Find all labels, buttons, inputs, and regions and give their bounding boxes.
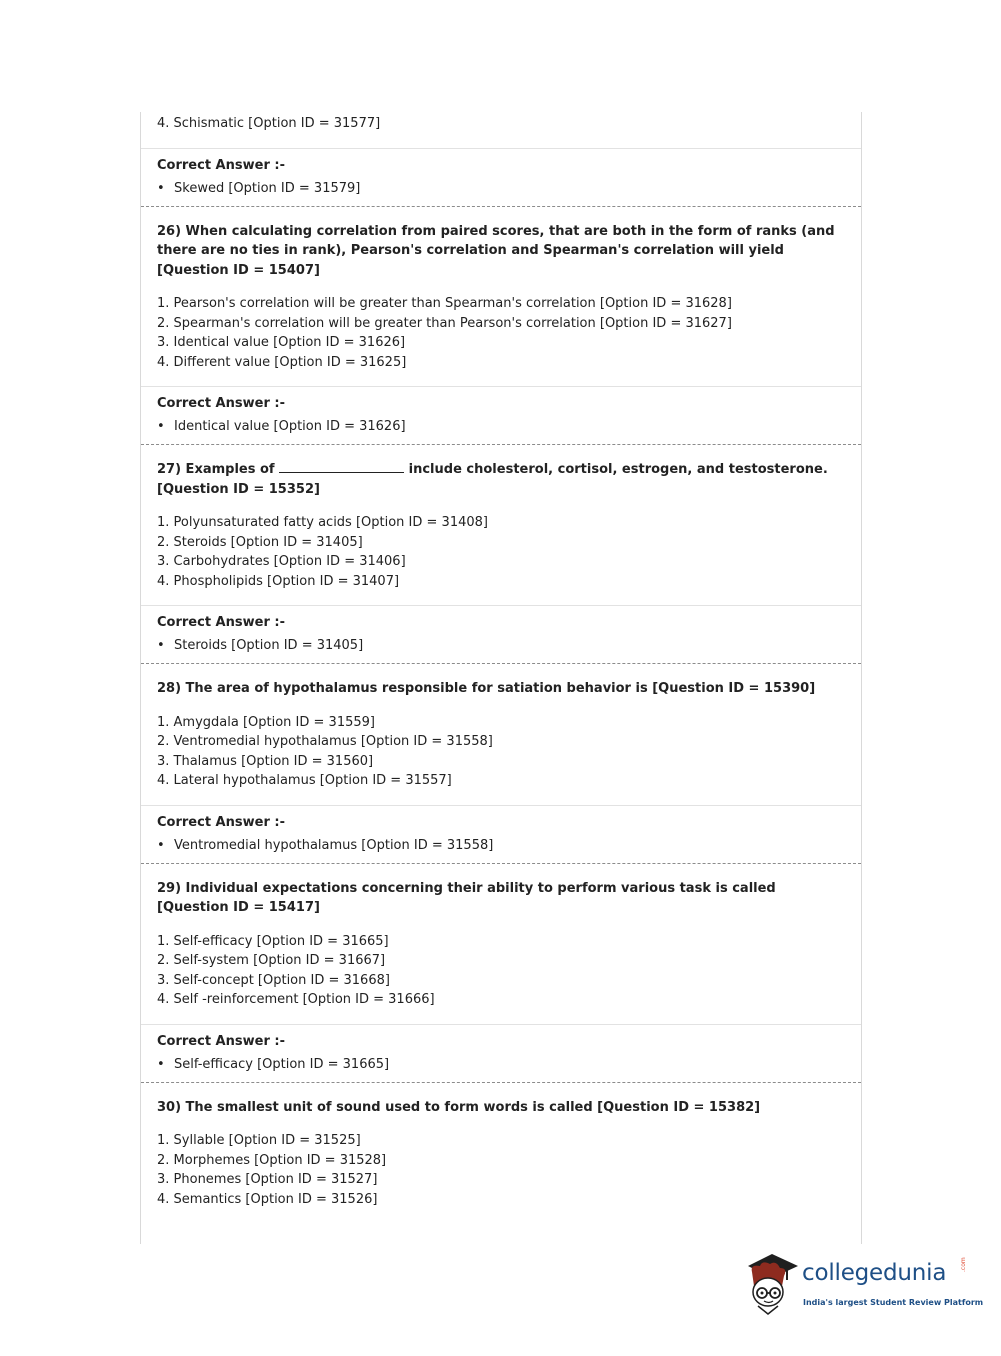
correct-answer-text: Ventromedial hypothalamus [Option ID = 31558] (174, 837, 494, 853)
correct-answer-section (141, 1025, 861, 1074)
option-line: 3. Carbohydrates [Option ID = 31406] (157, 554, 406, 569)
correct-answer-label: Correct Answer :- (157, 814, 285, 830)
option-line: 4. Lateral hypothalamus [Option ID = 31557] (157, 773, 452, 788)
exam-document (140, 112, 862, 1244)
question-29 (141, 864, 861, 1010)
bullet-icon: • (157, 638, 165, 653)
prev-question-options (141, 112, 861, 134)
correct-answer-label: Correct Answer :- (157, 157, 285, 173)
logo-domain-suffix: .com (960, 1257, 967, 1272)
option-line: 4. Semantics [Option ID = 31526] (157, 1191, 378, 1207)
correct-answer-section (141, 149, 861, 198)
bullet-icon: • (157, 837, 165, 853)
option-line: 4. Schismatic [Option ID = 31577] (157, 116, 381, 131)
question-26 (141, 207, 861, 373)
option-line: 4. Phospholipids [Option ID = 31407] (157, 573, 400, 589)
correct-answer-text: Self-efficacy [Option ID = 31665] (174, 1056, 390, 1072)
option-line: 3. Identical value [Option ID = 31626] (157, 335, 406, 350)
bullet-icon: • (157, 180, 165, 196)
question-text: 26) When calculating correlation from paired scores, that are both in the form of ranks (and there are no ties in rank), Pearson's correlation and Spearman's correlation will yield [Question ID = 15407] (157, 223, 835, 278)
question-text: 30) The smallest unit of sound used to form words is called [Question ID = 15382] (157, 1099, 761, 1115)
mascot-icon (742, 1250, 802, 1320)
correct-answer-label: Correct Answer :- (157, 615, 285, 630)
question-27 (141, 445, 861, 591)
logo-tagline: India's largest Student Review Platform (803, 1298, 984, 1307)
correct-answer-text: Skewed [Option ID = 31579] (174, 180, 361, 196)
question-text: 28) The area of hypothalamus responsible for satiation behavior is [Question ID = 15390] (157, 681, 816, 696)
option-line: 1. Self-efficacy [Option ID = 31665] (157, 933, 389, 949)
option-line: 2. Steroids [Option ID = 31405] (157, 534, 363, 550)
option-line: 3. Self-concept [Option ID = 31668] (157, 972, 390, 988)
option-line: 2. Morphemes [Option ID = 31528] (157, 1152, 387, 1168)
options-list (157, 1131, 845, 1209)
option-line: 2. Spearman's correlation will be greater than Pearson's correlation [Option ID = 31627] (157, 315, 732, 331)
options-list (157, 513, 845, 591)
option-line: 1. Polyunsaturated fatty acids [Option ID = 31408] (157, 515, 488, 530)
correct-answer-section (141, 387, 861, 436)
question-id: [Question ID = 15352] (157, 481, 320, 497)
correct-answer-item (157, 1056, 845, 1074)
question-30 (141, 1083, 861, 1210)
correct-answer-item (157, 837, 845, 855)
option-line: 4. Self -reinforcement [Option ID = 31666] (157, 992, 435, 1007)
correct-answer-text: Identical value [Option ID = 31626] (174, 419, 406, 434)
option-line: 1. Syllable [Option ID = 31525] (157, 1133, 361, 1148)
correct-answer-item (157, 180, 845, 198)
option-line: 2. Ventromedial hypothalamus [Option ID = 31558] (157, 734, 493, 749)
correct-answer-text: Steroids [Option ID = 31405] (174, 638, 364, 653)
correct-answer-item (157, 418, 845, 436)
options-list (157, 713, 845, 791)
correct-answer-label: Correct Answer :- (157, 396, 285, 411)
question-text: 29) Individual expectations concerning their ability to perform various task is called [Question ID = 15417] (157, 880, 776, 915)
correct-answer-section (141, 606, 861, 655)
option-line: 3. Thalamus [Option ID = 31560] (157, 753, 374, 769)
question-text-start: 27) Examples of (157, 462, 275, 477)
fill-in-blank (279, 462, 404, 473)
option-line: 1. Pearson's correlation will be greater than Spearman's correlation [Option ID = 31628] (157, 296, 732, 311)
correct-answer-item (157, 637, 845, 655)
option-line: 2. Self-system [Option ID = 31667] (157, 953, 386, 968)
correct-answer-section (141, 806, 861, 855)
option-line: 3. Phonemes [Option ID = 31527] (157, 1172, 378, 1187)
options-list (157, 294, 845, 372)
logo-wordmark: collegedunia (802, 1260, 947, 1286)
question-28 (141, 664, 861, 791)
options-list (157, 932, 845, 1010)
correct-answer-label: Correct Answer :- (157, 1033, 285, 1049)
bullet-icon: • (157, 419, 165, 434)
bullet-icon: • (157, 1056, 165, 1072)
question-text (157, 460, 845, 499)
option-line: 4. Different value [Option ID = 31625] (157, 354, 407, 370)
collegedunia-logo[interactable] (742, 1250, 984, 1320)
option-line: 1. Amygdala [Option ID = 31559] (157, 714, 375, 730)
question-text-end: include cholesterol, cortisol, estrogen, and testosterone. (408, 462, 828, 477)
